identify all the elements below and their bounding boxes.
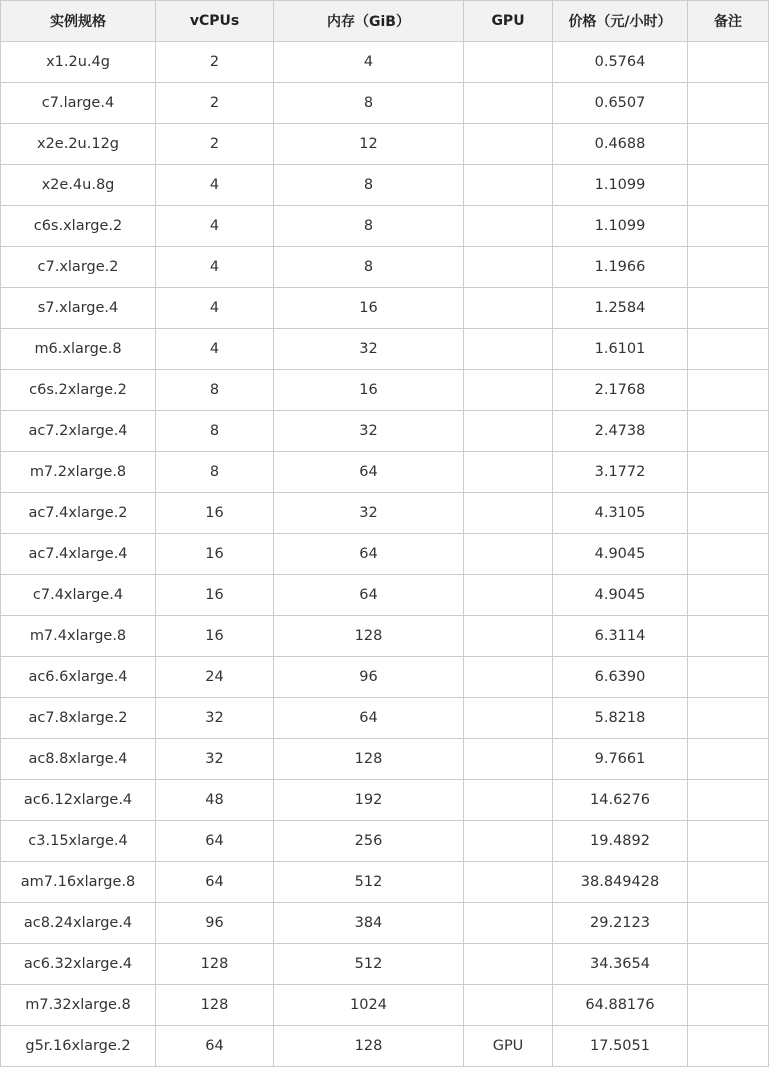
cell-gpu	[464, 42, 553, 83]
cell-memory: 512	[274, 862, 464, 903]
cell-remarks	[688, 370, 769, 411]
cell-memory: 4	[274, 42, 464, 83]
cell-price: 3.1772	[553, 452, 688, 493]
table-row	[1, 1026, 769, 1067]
cell-instance-spec: m7.2xlarge.8	[1, 452, 156, 493]
cell-price: 4.3105	[553, 493, 688, 534]
cell-vcpus: 16	[156, 616, 274, 657]
cell-price: 4.9045	[553, 534, 688, 575]
header-remarks: 备注	[688, 1, 769, 42]
cell-gpu	[464, 288, 553, 329]
cell-memory: 12	[274, 124, 464, 165]
cell-price: 6.6390	[553, 657, 688, 698]
cell-gpu	[464, 657, 553, 698]
cell-remarks	[688, 821, 769, 862]
cell-vcpus: 4	[156, 165, 274, 206]
table-row	[1, 329, 769, 370]
cell-vcpus: 96	[156, 903, 274, 944]
cell-gpu	[464, 83, 553, 124]
cell-remarks	[688, 739, 769, 780]
cell-remarks	[688, 1026, 769, 1067]
cell-remarks	[688, 124, 769, 165]
cell-remarks	[688, 452, 769, 493]
table-row	[1, 739, 769, 780]
cell-gpu	[464, 903, 553, 944]
cell-gpu	[464, 165, 553, 206]
cell-vcpus: 24	[156, 657, 274, 698]
table-body	[1, 42, 769, 1067]
cell-price: 17.5051	[553, 1026, 688, 1067]
cell-instance-spec: c7.4xlarge.4	[1, 575, 156, 616]
cell-instance-spec: s7.xlarge.4	[1, 288, 156, 329]
cell-price: 1.1966	[553, 247, 688, 288]
cell-remarks	[688, 657, 769, 698]
cell-vcpus: 2	[156, 42, 274, 83]
cell-memory: 32	[274, 493, 464, 534]
cell-remarks	[688, 206, 769, 247]
cell-remarks	[688, 534, 769, 575]
cell-remarks	[688, 83, 769, 124]
cell-price: 5.8218	[553, 698, 688, 739]
cell-price: 1.1099	[553, 206, 688, 247]
table-row	[1, 780, 769, 821]
cell-price: 0.6507	[553, 83, 688, 124]
cell-gpu	[464, 370, 553, 411]
cell-memory: 8	[274, 165, 464, 206]
cell-vcpus: 16	[156, 575, 274, 616]
cell-remarks	[688, 862, 769, 903]
cell-vcpus: 64	[156, 862, 274, 903]
header-instance-spec: 实例规格	[1, 1, 156, 42]
cell-remarks	[688, 575, 769, 616]
cell-vcpus: 16	[156, 493, 274, 534]
table-header	[1, 1, 769, 42]
cell-remarks	[688, 329, 769, 370]
header-gpu: GPU	[464, 1, 553, 42]
cell-memory: 512	[274, 944, 464, 985]
table-row	[1, 42, 769, 83]
header-row	[1, 1, 769, 42]
cell-gpu	[464, 739, 553, 780]
cell-gpu	[464, 780, 553, 821]
header-memory: 内存（GiB）	[274, 1, 464, 42]
cell-price: 1.1099	[553, 165, 688, 206]
cell-gpu	[464, 124, 553, 165]
table-row	[1, 206, 769, 247]
cell-remarks	[688, 165, 769, 206]
cell-memory: 32	[274, 329, 464, 370]
cell-instance-spec: m7.4xlarge.8	[1, 616, 156, 657]
cell-price: 6.3114	[553, 616, 688, 657]
cell-instance-spec: g5r.16xlarge.2	[1, 1026, 156, 1067]
header-price: 价格（元/小时）	[553, 1, 688, 42]
cell-vcpus: 2	[156, 124, 274, 165]
cell-remarks	[688, 780, 769, 821]
cell-remarks	[688, 944, 769, 985]
cell-remarks	[688, 247, 769, 288]
cell-price: 2.4738	[553, 411, 688, 452]
cell-price: 64.88176	[553, 985, 688, 1026]
cell-vcpus: 4	[156, 206, 274, 247]
cell-memory: 64	[274, 698, 464, 739]
cell-gpu	[464, 944, 553, 985]
table-row	[1, 821, 769, 862]
cell-memory: 64	[274, 575, 464, 616]
cell-remarks	[688, 985, 769, 1026]
cell-instance-spec: c7.xlarge.2	[1, 247, 156, 288]
cell-vcpus: 8	[156, 411, 274, 452]
cell-remarks	[688, 698, 769, 739]
cell-vcpus: 128	[156, 944, 274, 985]
table-row	[1, 903, 769, 944]
cell-memory: 128	[274, 739, 464, 780]
table-row	[1, 944, 769, 985]
cell-vcpus: 8	[156, 370, 274, 411]
cell-gpu	[464, 862, 553, 903]
cell-vcpus: 2	[156, 83, 274, 124]
cell-vcpus: 48	[156, 780, 274, 821]
cell-memory: 384	[274, 903, 464, 944]
cell-instance-spec: ac6.6xlarge.4	[1, 657, 156, 698]
cell-memory: 16	[274, 288, 464, 329]
cell-instance-spec: x2e.4u.8g	[1, 165, 156, 206]
cell-remarks	[688, 411, 769, 452]
cell-gpu	[464, 329, 553, 370]
header-vcpus: vCPUs	[156, 1, 274, 42]
table-row	[1, 247, 769, 288]
cell-instance-spec: ac7.4xlarge.2	[1, 493, 156, 534]
cell-gpu	[464, 575, 553, 616]
table-row	[1, 370, 769, 411]
cell-vcpus: 4	[156, 329, 274, 370]
cell-gpu	[464, 452, 553, 493]
cell-vcpus: 16	[156, 534, 274, 575]
cell-instance-spec: ac7.2xlarge.4	[1, 411, 156, 452]
table-row	[1, 411, 769, 452]
cell-instance-spec: ac6.12xlarge.4	[1, 780, 156, 821]
table-row	[1, 452, 769, 493]
cell-memory: 1024	[274, 985, 464, 1026]
table-row	[1, 657, 769, 698]
cell-gpu	[464, 985, 553, 1026]
cell-vcpus: 4	[156, 247, 274, 288]
cell-price: 0.5764	[553, 42, 688, 83]
cell-vcpus: 8	[156, 452, 274, 493]
cell-price: 19.4892	[553, 821, 688, 862]
cell-memory: 128	[274, 616, 464, 657]
cell-instance-spec: c3.15xlarge.4	[1, 821, 156, 862]
cell-remarks	[688, 42, 769, 83]
cell-gpu	[464, 206, 553, 247]
cell-instance-spec: am7.16xlarge.8	[1, 862, 156, 903]
cell-instance-spec: c6s.xlarge.2	[1, 206, 156, 247]
table-row	[1, 862, 769, 903]
cell-price: 1.6101	[553, 329, 688, 370]
cell-gpu	[464, 411, 553, 452]
cell-remarks	[688, 493, 769, 534]
table-row	[1, 493, 769, 534]
cell-vcpus: 128	[156, 985, 274, 1026]
cell-instance-spec: m7.32xlarge.8	[1, 985, 156, 1026]
cell-vcpus: 32	[156, 739, 274, 780]
cell-price: 4.9045	[553, 575, 688, 616]
cell-price: 14.6276	[553, 780, 688, 821]
cell-vcpus: 4	[156, 288, 274, 329]
cell-memory: 256	[274, 821, 464, 862]
cell-instance-spec: c6s.2xlarge.2	[1, 370, 156, 411]
table-row	[1, 165, 769, 206]
cell-memory: 64	[274, 534, 464, 575]
cell-memory: 128	[274, 1026, 464, 1067]
cell-memory: 32	[274, 411, 464, 452]
cell-price: 9.7661	[553, 739, 688, 780]
cell-memory: 16	[274, 370, 464, 411]
cell-instance-spec: x2e.2u.12g	[1, 124, 156, 165]
cell-instance-spec: ac8.8xlarge.4	[1, 739, 156, 780]
cell-gpu: GPU	[464, 1026, 553, 1067]
table-row	[1, 698, 769, 739]
table-row	[1, 534, 769, 575]
cell-vcpus: 64	[156, 821, 274, 862]
table-row	[1, 985, 769, 1026]
cell-gpu	[464, 698, 553, 739]
cell-vcpus: 32	[156, 698, 274, 739]
cell-price: 34.3654	[553, 944, 688, 985]
cell-price: 38.849428	[553, 862, 688, 903]
cell-memory: 192	[274, 780, 464, 821]
cell-memory: 64	[274, 452, 464, 493]
cell-gpu	[464, 247, 553, 288]
cell-instance-spec: c7.large.4	[1, 83, 156, 124]
cell-instance-spec: ac6.32xlarge.4	[1, 944, 156, 985]
cell-gpu	[464, 534, 553, 575]
cell-price: 0.4688	[553, 124, 688, 165]
cell-instance-spec: ac7.4xlarge.4	[1, 534, 156, 575]
cell-remarks	[688, 903, 769, 944]
cell-memory: 8	[274, 206, 464, 247]
cell-memory: 96	[274, 657, 464, 698]
cell-gpu	[464, 821, 553, 862]
cell-memory: 8	[274, 83, 464, 124]
table-row	[1, 83, 769, 124]
cell-remarks	[688, 616, 769, 657]
cell-gpu	[464, 493, 553, 534]
cell-remarks	[688, 288, 769, 329]
table-row	[1, 616, 769, 657]
cell-instance-spec: ac7.8xlarge.2	[1, 698, 156, 739]
cell-price: 2.1768	[553, 370, 688, 411]
table-row	[1, 575, 769, 616]
cell-price: 1.2584	[553, 288, 688, 329]
cell-instance-spec: ac8.24xlarge.4	[1, 903, 156, 944]
cell-vcpus: 64	[156, 1026, 274, 1067]
table-row	[1, 124, 769, 165]
cell-gpu	[464, 616, 553, 657]
cell-price: 29.2123	[553, 903, 688, 944]
table-row	[1, 288, 769, 329]
cell-instance-spec: m6.xlarge.8	[1, 329, 156, 370]
cell-memory: 8	[274, 247, 464, 288]
cell-instance-spec: x1.2u.4g	[1, 42, 156, 83]
